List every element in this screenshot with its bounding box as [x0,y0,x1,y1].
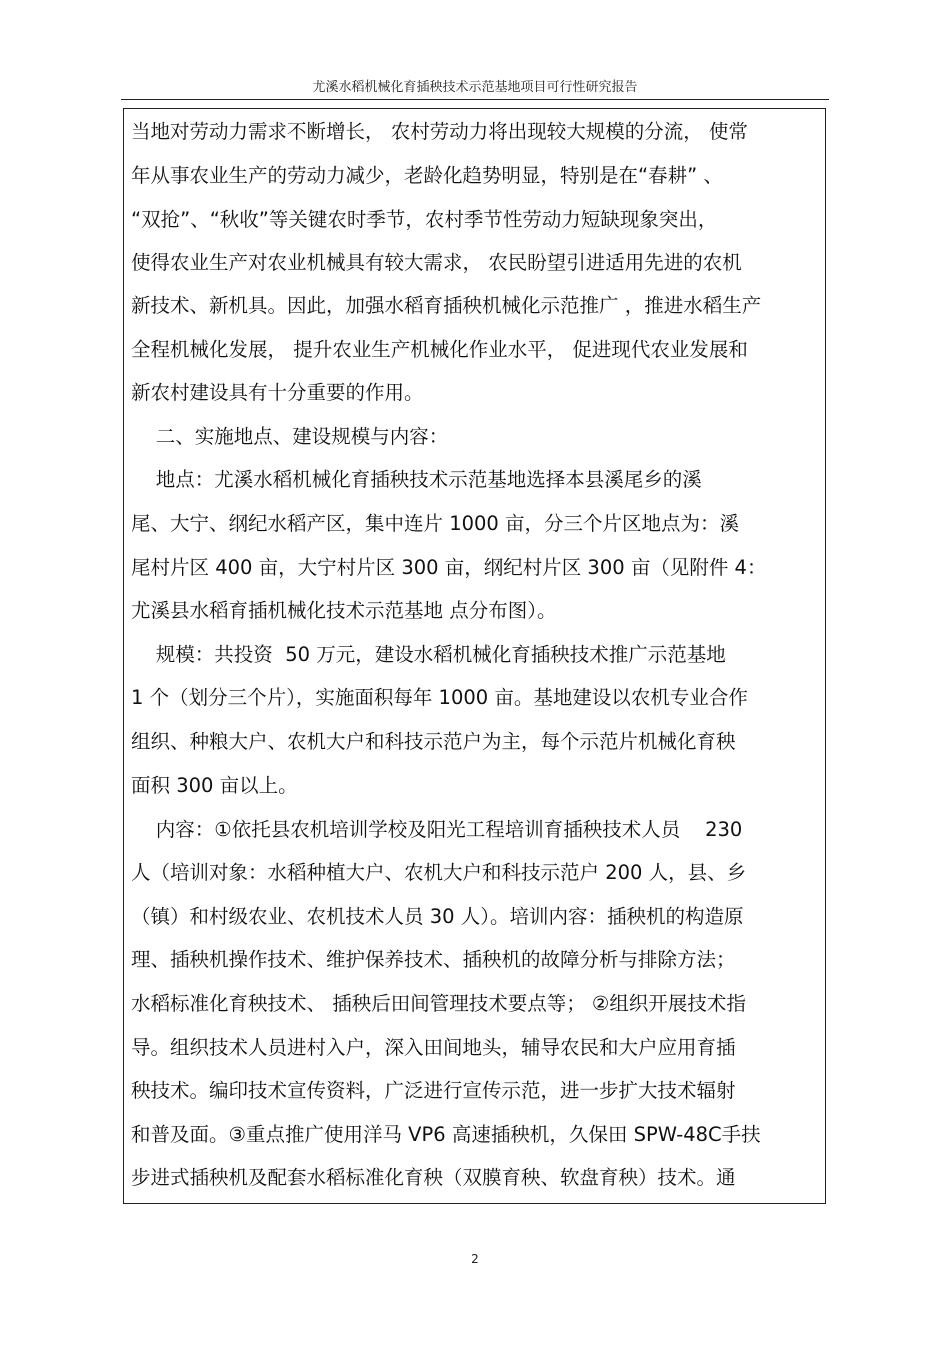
body-line: 年从事农业生产的劳动力减少，老龄化趋势明显，特别是在“春耕” 、 [131,164,723,187]
body-line: 规模：共投资 50 万元，建设水稻机械化育插秧技术推广示范基地 [131,643,726,666]
body-line: 和普及面。③重点推广使用洋马 VP6 高速插秧机，久保田 SPW-48C手扶 [131,1123,761,1146]
body-line: 尾、大宁、纲纪水稻产区，集中连片 1000 亩，分三个片区地点为：溪 [131,512,740,535]
body-line: 面积 300 亩以上。 [131,774,298,797]
body-line: 人（培训对象：水稻种植大户、农机大户和科技示范户 200 人，县、乡 [131,861,747,884]
body-line: “双抢”、“秋收”等关键农时季节，农村季节性劳动力短缺现象突出， [131,208,718,231]
body-line: 1 个（划分三个片），实施面积每年 1000 亩。基地建设以农机专业合作 [131,686,748,709]
body-line: 当地对劳动力需求不断增长， 农村劳动力将出现较大规模的分流， 使常 [131,120,748,143]
body-line: 理、插秧机操作技术、维护保养技术、插秧机的故障分析与排除方法； [131,948,736,971]
page-header-title: 尤溪水稻机械化育插秧技术示范基地项目可行性研究报告 [312,80,638,95]
page-number: 2 [471,1252,479,1266]
body-line: 内容：①依托县农机培训学校及阳光工程培训育插秧技术人员 230 [131,818,743,841]
body-line: 尤溪县水稻育插机械化技术示范基地 点分布图）。 [131,599,557,622]
body-line: 组织、种粮大户、农机大户和科技示范户为主，每个示范片机械化育秧 [131,730,736,753]
body-line: 新农村建设具有十分重要的作用。 [131,381,424,404]
body-line: 全程机械化发展， 提升农业生产机械化作业水平， 促进现代农业发展和 [131,338,748,361]
body-line: 新技术、新机具。因此，加强水稻育插秧机械化示范推广 ，推进水稻生产 [131,294,762,317]
body-line: 地点：尤溪水稻机械化育插秧技术示范基地选择本县溪尾乡的溪 [131,468,702,491]
body-line: 导。组织技术人员进村入户，深入田间地头，辅导农民和大户应用育插 [131,1036,736,1059]
body-line: 秧技术。编印技术宣传资料，广泛进行宣传示范，进一步扩大技术辐射 [131,1079,736,1102]
body-line: （镇）和村级农业、农机技术人员 30 人）。培训内容：插秧机的构造原 [131,905,744,928]
header-rule [121,99,829,100]
body-line: 尾村片区 400 亩，大宁村片区 300 亩，纲纪村片区 300 亩（见附件 4： [131,556,767,579]
body-line: 使得农业生产对农业机械具有较大需求， 农民盼望引进适用先进的农机 [131,251,742,274]
body-line: 水稻标准化育秧技术、 插秧后田间管理技术要点等； ②组织开展技术指 [131,992,746,1015]
section-heading: 二、实施地点、建设规模与内容： [131,425,449,448]
body-line: 步进式插秧机及配套水稻标准化育秧（双膜育秧、软盘育秧）技术。通 [131,1166,736,1189]
